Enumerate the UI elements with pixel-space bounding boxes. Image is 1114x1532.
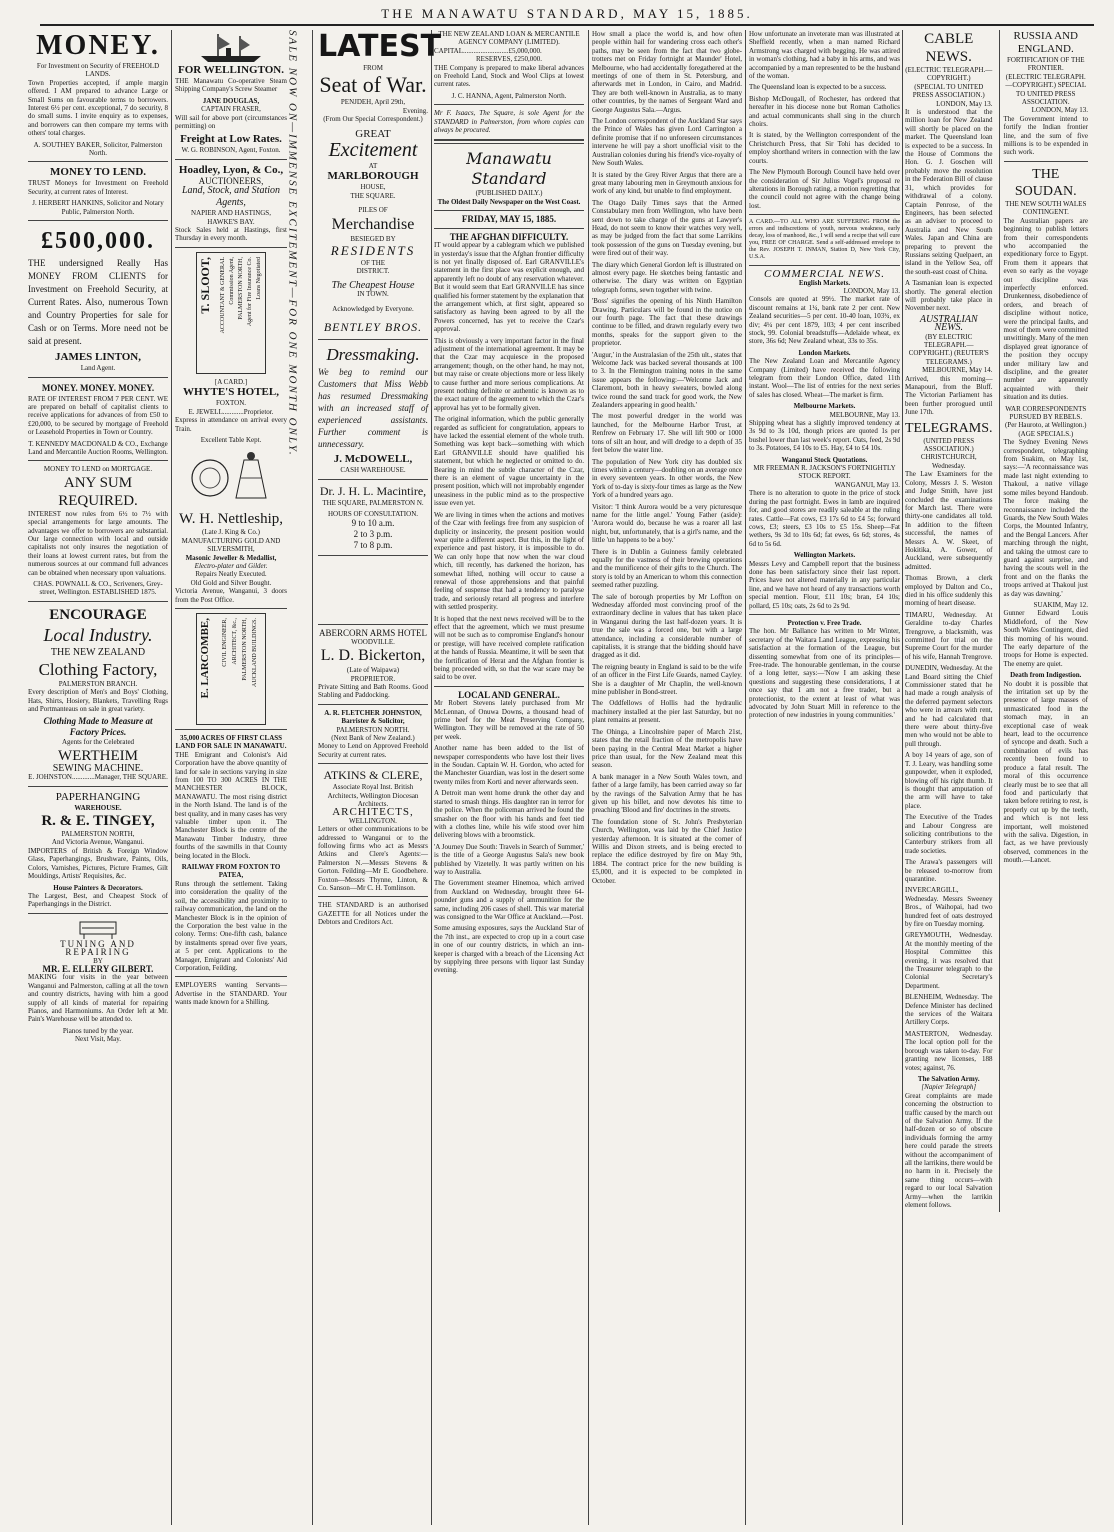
protection-title: Protection v. Free Trade. xyxy=(787,618,862,627)
sloot-card-line: ACCOUNTANT & GENERAL xyxy=(220,256,226,334)
tingey: R. & E. TINGEY, xyxy=(41,813,155,830)
divider xyxy=(318,763,428,764)
local-paragraph: The Government steamer Hinemoa, which arrived from Auckland on Wednesday, brought three 64-pounder guns and a supply of ammunition for the same, including 206 cases of shell. This war material was consigned to the War Office at Auckland.—Post. xyxy=(434,879,584,921)
news-paragraph: The Oddfellows of Hollis had the hydraulic machinery installed at the pier last Saturday, but no plant remains at present. xyxy=(592,699,742,725)
house: HOUSE, xyxy=(360,183,386,192)
column-rule xyxy=(588,30,589,1525)
news-paragraph: Visitor: 'I think Aurora would be a very picturesque name for the little angel.' Young Father (aside): 'Aurora would do, because he was a roarer all last night, but, unfortunately, that is a girl's name, and the little 'un happens to be a boy.' xyxy=(592,502,742,545)
napier: NAPIER AND HASTINGS, HAWKE'S BAY. xyxy=(191,209,271,226)
news-paragraph: The most powerful dredger in the world was launched, for the Melbourne Harbor Trust, at Renfrew on February 17. She will lift 900 or 1000 tons of silt an hour, and will dredge to a depth of 35 feet below the water line. xyxy=(592,412,742,455)
jewellery-illustration xyxy=(186,448,276,506)
hours-item: 7 to 8 p.m. xyxy=(353,540,393,551)
divider xyxy=(175,247,287,248)
sewing-machine: SEWING MACHINE. xyxy=(52,762,144,774)
column-6 xyxy=(749,30,900,1525)
manufacturing: MANUFACTURING GOLD AND SILVERSMITH, xyxy=(181,536,281,554)
telegram-item: The Executive of the Trades and Labour Congress are soliciting contributions to the Canterbury strikers from all trade societies. xyxy=(905,813,993,855)
column-rule xyxy=(171,30,172,1525)
ship-text2: Will sail for above port (circumstances permitting) on xyxy=(175,113,287,131)
soudan-sub: THE NEW SOUTH WALES CONTINGENT. xyxy=(1005,199,1087,217)
in-town: IN TOWN. xyxy=(357,290,389,299)
ship-text: THE Manawatu Co-operative Steam Shipping Company's Screw Steamer xyxy=(175,77,287,94)
news-paragraph: The London correspondent of the Auckland Star says the Prince of Wales has given Lord Carrington a definite promise that if no unforeseen circumstances intervene he will pay a short unofficial visit to the Australian colonies during his friend's vice-royalty of New South Wales. xyxy=(592,117,742,168)
sloot-card-line: Loans Negotiated xyxy=(256,256,262,300)
linton-sig: JAMES LINTON, xyxy=(55,351,141,364)
column-rule xyxy=(902,30,903,1525)
excitement: Excitement xyxy=(328,139,418,162)
telegram-item: A boy 14 years of age, son of T. J. Leary, was handling some gunpowder, when it exploded, blowing off his right thumb. It is thought that amputation of the arm will have to take place. xyxy=(905,751,993,810)
jewell: E. JEWELL............Proprietor. xyxy=(188,407,274,416)
stock-sales: Stock Sales held at Hastings, first Thursday in every month. xyxy=(175,226,287,243)
editorial-paragraph: It is hoped that the next news received will be to the effect that the agreement, which we must presume will not be such as to compromise England's honour or prestige, will have received complete ratification at the hands of Russia. Meantime, it will be seen that the fortification of Herat and the Afghan frontier is being proceeded with, so that the war scare may be said to be over. xyxy=(434,614,584,682)
tel-sub: (UNITED PRESS ASSOCIATION.) xyxy=(923,436,975,454)
divider xyxy=(175,976,287,977)
melbourne-markets: Melbourne Markets. xyxy=(793,402,856,411)
london-text: The New Zealand Loan and Mercantile Agency Company (Limited) have received the following telegram from their London Office, dated 11th instant. Wool—The list of entries for the next series of sales has closed. Wheat—The market is firm. xyxy=(749,357,900,399)
oldest: The Oldest Daily Newspaper on the West Coast. xyxy=(437,197,581,206)
nettleship-late: (Late J. King & Co.) xyxy=(202,528,260,537)
table-kept: Excellent Table Kept. xyxy=(200,435,262,444)
news-paragraph: The New Plymouth Borough Council have held over the consideration of Sir Julius Vogel's proposal re alterations in Borough rating, a motion regretting that the council could not agree with the change being lost. xyxy=(749,168,900,210)
divider xyxy=(1004,161,1089,162)
divider xyxy=(28,913,168,914)
evening: Evening. xyxy=(402,106,428,115)
wellington-markets: Wellington Markets. xyxy=(793,551,856,560)
palmerston: PALMERSTON NORTH. xyxy=(336,725,410,734)
card-ad: A CARD.—TO ALL WHO ARE SUFFERING FROM the errors and indiscretions of youth, nervous weakness, early decay, loss of manhood, &c., I will send a recipe that will cure you, FREE OF CHARGE. Send a self-addressed envelope to the Rev. JOSEPH T. INMAN, Station D, New York City, U.S.A. xyxy=(749,219,900,261)
news-paragraph: It is stated by the Grey River Argus that there are a great many labouring men in Greymouth anxious for work of any kind, but unable to find employment. xyxy=(592,170,742,196)
tingey-place2: And Victoria Avenue, Wanganui. xyxy=(51,838,145,847)
pianos: Pianos tuned by the year. xyxy=(62,1026,134,1035)
column-rule xyxy=(312,30,313,1525)
money3-title: MONEY. MONEY. MONEY. xyxy=(41,382,155,393)
employers: EMPLOYERS wanting Servants—Advertise in the STANDARD. Your wants made known for a Shilling. xyxy=(175,981,287,1007)
cable-date: LONDON, May 13. xyxy=(936,99,993,108)
linton-role: Land Agent. xyxy=(80,364,116,373)
foxton: FOXTON. xyxy=(215,399,246,408)
column-rule xyxy=(431,30,432,1525)
soudan-text: The Australian papers are beginning to publish letters from their correspondents who accompanied the expeditionary force to Egypt. From them it appears that even so early as the voyage out discipline was imperfectly enforced. Drunkenness, disobedience of orders, and breach of discipline without notice, were the principal faults, and most of them were committed unwittingly. Many of the men displayed great ignorance of the position they occupy under military law and discipline, and the greater number are apparently acquainted with their situation and its duties. xyxy=(1003,216,1088,402)
acres-text2: Runs through the settlement. Taking into consideration the quality of the soil, the accessibility and proximity to railway communication, the land on the Manchester Block is in the opinion of the Corporation the best value in the colony. Terms: One-fifth cash, balance by instalments spread over five years, at 5 per cent. Applications to the Manager, Emigrant and Colonists' Aid Corporation, Feilding. xyxy=(175,879,287,972)
divider xyxy=(318,624,428,625)
telegram-item: MASTERTON, Wednesday. The local option poll for the borough was taken to-day. For granting new licenses, 188 votes; against, 76. xyxy=(905,1029,993,1072)
ship-name: JANE DOUGLAS, xyxy=(202,96,260,105)
cable-sub2: (SPECIAL TO UNITED PRESS ASSOCIATION.) xyxy=(912,82,985,100)
divider xyxy=(434,210,584,211)
sloot-card-name: T. SLOOT, xyxy=(198,256,212,314)
district: DISTRICT. xyxy=(356,267,390,276)
larcombe-card-line: CIVIL ENGINEER, xyxy=(222,617,228,667)
capital: CAPITAL..........................£5,000,000. xyxy=(434,46,542,55)
piano-illustration xyxy=(78,918,118,940)
editorial-paragraph: IT would appear by a cablegram which we published in yesterday's issue that the Afghan frontier difficulty is not yet finally disposed of. Earl GRANVILLE's statement in the first place was explicit enough, and apparently left no doubt of any reservation whatever. But it would seem that Earl GRANVILLE has since qualified his former statement by the explanation that the arrangement which, at first sight, appeared so satisfactory as having been agreed to by all the Powers concerned, has yet to receive the Czar's approval. xyxy=(434,241,584,334)
telegram-item: The Arawa's passengers will be released to-morrow from quarantine. xyxy=(905,858,993,883)
news-paragraph: 'Boss' signifies the opening of his Ninth Hamilton Drawing. Particulars will be found in the notice on our fourth page. The fact that these drawings continue to be filled, and drawn regularly every two months, speaks for the support given to the proprietor. xyxy=(592,297,742,348)
wertheim: WERTHEIM xyxy=(58,747,138,764)
for-wellington: FOR WELLINGTON. xyxy=(178,64,284,76)
tingey-text: IMPORTERS of British & Foreign Window Glass, Paperhangings, Brushware, Paints, Oils, Colors, Varnishes, Pictures, Picture Frames, Gilt Mouldings, Artists' Requisites, &c. xyxy=(28,846,168,881)
divider xyxy=(318,896,428,897)
repairs: Repairs Neatly Executed. xyxy=(195,570,267,579)
old-gold: Old Gold and Silver Bought. xyxy=(190,578,272,587)
fletcher-johnston: A. R. FLETCHER JOHNSTON, xyxy=(324,708,422,717)
abercorn: ABERCORN ARMS HOTEL xyxy=(318,628,427,639)
latest: LATEST xyxy=(318,29,442,64)
hotel-card-space xyxy=(318,560,428,620)
divider xyxy=(28,161,168,162)
war-sub: (Per Hauroto, at Wellington.) (AGE SPECIALS.) xyxy=(1004,421,1087,438)
war-correspondents: WAR CORRESPONDENTS PURSUED BY REBELS. xyxy=(1005,404,1087,422)
commercial-news: COMMERCIAL NEWS. xyxy=(764,268,885,281)
date: FRIDAY, MAY 15, 1885. xyxy=(461,214,557,225)
col7-top xyxy=(905,30,1088,1212)
vertical-banner-1 xyxy=(288,30,304,1525)
divider xyxy=(175,608,287,609)
encourage: ENCOURAGE xyxy=(49,606,147,623)
residents: RESIDENTS xyxy=(330,243,416,259)
telegram-item: DUNEDIN, Wednesday. At the Land Board sitting the Chief Commissioner stated that he had made a rough analysis of the deferred payment selectors who were in arrears with rent, and he had calculated that there were about thirty-five men who would not be able to pull through. xyxy=(905,664,993,748)
next-bank: (Next Bank of New Zealand.) xyxy=(331,733,415,742)
col7-right xyxy=(999,30,1089,1212)
money-lend: Money to Lend on Approved Freehold Security at current rates. xyxy=(318,742,428,759)
wanganui-date: WANGANUI, May 13. xyxy=(834,480,900,489)
wanganui-stock: Wanganui Stock Quotations. xyxy=(781,455,868,464)
atkins: ATKINS & CLERE, xyxy=(323,768,423,783)
suakim-date: SUAKIM, May 12. xyxy=(1033,600,1088,609)
warehouse: WAREHOUSE. xyxy=(74,803,122,812)
editorial-title: THE AFGHAN DIFFICULTY. xyxy=(449,231,569,242)
salvation-sub: [Napier Telegraph] xyxy=(921,1083,977,1092)
melbourne-date: MELBOURNE, May 13. xyxy=(829,410,900,419)
freight: Freight at Low Rates. xyxy=(180,133,282,146)
telegram-item: The Law Examiners for the Colony, Messrs J. S. Weston and Judge Smith, have just concluded the examinations for March last. There were thirty-one candidates all told. In addition to the fifteen successful, the names of Messrs A. W. Skeet, of Hokitika, A. Gower, of Auckland, were subsequently admitted. xyxy=(905,470,993,571)
news-paragraph: The Ohinga, a Lincolnshire paper of March 21st, states that the retail fraction of the metropolis have been paying in the Central Meat Market a higher price than usual, for the New Zealand meat this season. xyxy=(592,727,742,770)
divider xyxy=(749,614,900,615)
larcombe-card-line: ARCHITECT, &c., xyxy=(232,617,238,665)
standard-gazette: THE STANDARD is an authorised GAZETTE for all Notices under the Debtors and Creditors Act. xyxy=(318,901,428,927)
local-paragraph: Mr Robert Stevens lately purchased from Mr McLennan, of Onuwa Downs, a thousand head of prime beef for the Meat Preserving Company, Wellington. They will be removed at the rate of 50 per week. xyxy=(434,699,584,741)
reserves: RESERVES, £250,000. xyxy=(476,55,542,64)
telegram-item: BLENHEIM, Wednesday. The Defence Minister has declined the services of the Waitara Artillery Corps. xyxy=(905,993,993,1027)
divider xyxy=(434,228,584,229)
fort-date: LONDON, May 13. xyxy=(1031,106,1088,115)
cable-text: It is understood that the million loan for New Zealand will shortly be placed on the market. The Queensland loan is expected to be a success. In the House of Commons the Hon. G. J. Goschen will probably move the resolution in the Federation Bill of clause 31, which provides for withdrawal of a colony. Captain Penrose, of the Engineers, has been selected as an adviser to proceed to Australia and New South Wales. Japan and China are preparing to prevent the Russians seizing Quelpaert, an island in the Yellow Sea, off the south-east coast of China. xyxy=(905,108,993,276)
divider xyxy=(434,104,584,105)
cheapest: The Cheapest House xyxy=(331,279,415,291)
seat-of-war: Seat of War. xyxy=(319,72,427,98)
any-text: INTEREST now rules from 6½ to 7½ with special arrangements for large amounts. The advantages we offer to borrowers are substantial. Our large connection with local and outside capitalists not only insures the negotiation of their loans at lowest current rates, but from the numerous sources at our command full advances can be obtained when necessary upon valuations. xyxy=(28,509,168,577)
divider xyxy=(318,555,428,556)
cable-news: CABLE NEWS. xyxy=(924,31,974,65)
editorial-paragraph: The original information, which the public generally regarded as sufficient for congratulation, appears to have lacked the essential element of the whole truth. Something was kept back—something with which Earl GRANVILLE should have qualified his statement, but which he neglected or omitted to do. Bearing in mind the subtle character of the Czar, there is an element of vague uncertainty in the present position, which will not improbably engender uneasiness in the public mind as to the prospective issue even yet. xyxy=(434,415,584,508)
bickerton: L. D. Bickerton, xyxy=(320,647,426,665)
telegram-item: GREYMOUTH, Wednesday. At the monthly meeting of the Hospital Committee this evening, it was resolved that the Treasurer telegraph to the Colonial Secretary's Department. xyxy=(905,931,993,990)
house-painters: House Painters & Decorators. xyxy=(53,883,143,892)
architects: ARCHITECTS, xyxy=(332,806,414,819)
by: BY xyxy=(93,956,103,965)
australian-news: AUSTRALIAN NEWS. xyxy=(919,313,978,334)
lend-title: MONEY TO LEND. xyxy=(49,166,147,179)
local-title: LOCAL AND GENERAL. xyxy=(458,689,560,700)
hours-item: 9 to 10 a.m. xyxy=(351,518,395,529)
salvation-title: The Salvation Army. xyxy=(917,1074,980,1083)
branch: PALMERSTON BRANCH. xyxy=(58,679,138,688)
great: GREAT xyxy=(355,127,391,140)
money3-sig: T. KENNEDY MACDONALD & CO., Exchange Land and Mercantile Auction Rooms, Wellington. xyxy=(28,439,168,456)
paper-title: Manawatu Standard xyxy=(466,149,552,189)
fortification: FORTIFICATION OF THE FRONTIER. xyxy=(1006,56,1085,73)
local-industry: Local Industry. xyxy=(43,624,153,645)
factory-text: Every description of Men's and Boys' Clothing, Hats, Shirts, Hosiery, Blankets, Travelling Rugs and Portmanteaus on sale in great variety. xyxy=(28,688,168,714)
merchandise: Merchandise xyxy=(331,215,415,233)
railway: RAILWAY FROM FOXTON TO PATEA, xyxy=(181,863,281,880)
waipawa: (Late of Waipawa) xyxy=(346,666,400,675)
hours-item: 2 to 3 p.m. xyxy=(353,529,393,540)
fort-text: The Government intend to fortify the Indian frontier line, and the sum of five millions is to be expended in such work. xyxy=(1003,114,1088,157)
divider xyxy=(318,339,428,340)
news-paragraph: The population of New York city has doubled six times within a century—doubling on an average once in every seventeen years. In other words, the New York of to-day is sixty-four times as large as the New York of a hundred years ago. xyxy=(592,457,742,500)
pendjeh: PENJDEH, April 29th, xyxy=(340,98,406,107)
london-date: LONDON, May 13. xyxy=(843,286,900,295)
money-sub: For Investment on Security of FREEHOLD LANDS. xyxy=(36,62,160,79)
divider xyxy=(28,377,168,378)
dressmaking: Dressmaking. xyxy=(326,345,420,365)
captain: CAPTAIN FRASER, xyxy=(201,105,261,114)
news-paragraph: The sale of borough properties by Mr Loffton on Wednesday afforded most convincing proof of the extraordinary decline in values that has taken place in Wanganui during the last half-dozen years. It is true the sale was a forced one, but with a large attendance, including a considerable number of capitalists, it is strange that the bidding should have dragged as it did. xyxy=(592,592,742,660)
macintire-place: THE SQUARE, PALMERSTON N. xyxy=(322,498,424,507)
besieged: BESIEGED BY xyxy=(350,234,396,243)
news-paragraph: It is stated, by the Wellington correspondent of the Christchurch Press, that Sir Tohi has decided to employ shorthand writers in connection with the law courts. xyxy=(749,131,900,165)
divider xyxy=(318,704,428,705)
telegram-item: INVERCARGILL, Wednesday. Messrs Sweeney Bros., of Waihopai, had two hundred feet of oats destroyed by fire on Tuesday morning. xyxy=(905,886,993,928)
ship-illustration xyxy=(196,30,266,64)
any-sig: CHAS. POWNALL & CO., Scriveners, Grey-street, Wellington. ESTABLISHED 1875. xyxy=(33,580,163,597)
column-1 xyxy=(28,30,168,1525)
acres-title: 35,000 ACRES OF FIRST CLASS LAND FOR SALE IN MANAWATU. xyxy=(175,733,287,751)
news-paragraph: A bank manager in a New South Wales town, and father of a large family, has been carried away so far by the ravings of the Salvation Army that he has given up his billet, and now devotes his time to preaching 'Blood and fire' doctrines in the streets. xyxy=(592,772,742,815)
death-title: Death from Indigestion. xyxy=(1010,671,1082,680)
robinson: W. G. ROBINSON, Agent, Foxton. xyxy=(181,146,281,155)
bath-rooms: Private Sitting and Bath Rooms. Good Stabling and Paddocking. xyxy=(318,682,428,700)
money-title: MONEY. xyxy=(36,30,160,61)
nettleship: W. H. Nettleship, xyxy=(178,511,284,528)
money3-text: RATE OF INTEREST FROM 7 PER CENT. WE are prepared on behalf of capitalist clients to receive applications for advances of from £50 to £20,000, to be secured by mortgage of Freehold or Leasehold Properties in Town or Country. xyxy=(28,394,168,437)
divider xyxy=(28,601,168,602)
woodville: WOODVILLE. xyxy=(351,637,395,646)
tingey-place: PALMERSTON NORTH, xyxy=(61,830,135,839)
atkins-text: Letters or other communications to be addressed to Wanganui or to the following firms who act as Messrs Atkins and Clere's Agents:— Palmerston N.—Messrs Stevens & Gorton. Feilding—Mr E. Goodbehere. Foxton—Messrs Thynne, Linton, & Co. Sanson—Mr C. H. Tomlinson. xyxy=(318,825,428,893)
sale-banner: SALE NOW ON—IMMENSE EXCITEMENT—FOR ONE MONTH ONLY. xyxy=(286,30,299,457)
news-paragraph: How small a place the world is, and how often people within hail for wandering cross each other's paths, may be seen from the fact that two globe-trotters met on Friday fortnight at Maunder' Hotel, Melbourne, who had accidentally foregathered at the meetings of one of them in St. Petersburg, and afterwards met in London, in Cairo, and Madrid. They are both well-known in Australia, as to many other countries, by the names of Sergeant Ward and George Augustus Sala.—Argus. xyxy=(592,30,742,114)
money-sig: A. SOUTHEY BAKER, Solicitor, Palmerston North. xyxy=(33,140,163,158)
col7-left xyxy=(905,30,993,1212)
london-markets: London Markets. xyxy=(798,348,851,357)
largest: The Largest, Best, and Cheapest Stock of Paperhangings in the District. xyxy=(28,891,168,909)
barrister: Barrister & Solicitor, xyxy=(341,717,405,726)
acknowledged: Acknowledged by Everyone. xyxy=(332,304,414,313)
divider xyxy=(749,214,900,215)
atkins-sub: Associate Royal Inst. British Architects, Wellington Diocesan Architects. xyxy=(327,783,419,808)
aust-sub: (BY ELECTRIC TELEGRAPH.—COPYRIGHT.) (REUTER'S TELEGRAMS.) xyxy=(908,332,989,366)
larcombe-card-line: AUCKLAND BUILDINGS. xyxy=(252,617,258,687)
agents-label: Agents, xyxy=(216,197,246,209)
telegram-item: Thomas Brown, a clerk employed by Dalton and Co., died in his office suddenly this morning of heart disease. xyxy=(905,574,993,608)
of-the: OF THE xyxy=(360,259,386,268)
linton-text: THE undersigned Really Has MONEY FROM CLIENTS for Investment on Freehold Security, at Current Rates. Also, numerous Town and Country Properties for sale for Cash or on Terms. More need not be said at present. xyxy=(28,258,168,347)
from: FROM xyxy=(363,64,383,72)
at: AT xyxy=(368,162,378,171)
news-paragraph: How unfortunate an inveterate man was illustrated at Sheffield recently, when a man named Richard Armstrong was charged with begging. He was attired in woman's clothing, had a baby in his arms, and was accompanied by a man represented to be the husband of the woman. xyxy=(749,30,900,81)
next-visit: Next Visit, May. xyxy=(74,1035,122,1044)
war-text: The Sydney Evening News correspondent, telegraphing from Suakim, on May 1st, says:—'A reconnaissance was made last night extending to Thakoul, a native village some miles beyond Handoub. The force making the reconnaissance included the Guards, the New South Wales Corps, the Mounted Infantry, and the Bengal Lancers. After marching through the night, and taking the utmost care to guard against surprise, and having the scouts well in the front and on the flanks the troops arrived at Thakoul just as day was dawning.' xyxy=(1003,438,1088,598)
local-paragraph: Some amusing exposures, says the Auckland Star of the 7th inst., are expected to crop up in a court case in one of our country districts, in which an inn-keeper is charged with a breach of the Licensing Act by supplying three persons with liquor last Sunday evening. xyxy=(434,924,584,975)
tuning: TUNING AND REPAIRING xyxy=(60,938,136,958)
published-daily: (PUBLISHED DAILY.) xyxy=(475,189,543,198)
hours-title: HOURS OF CONSULTATION. xyxy=(328,509,418,518)
gilbert-text: MAKING four visits in the year between Wanganui and Palmerston, calling at all the town and country districts, having with him a good supply of all kinds of material for repairing Pianos, and Harmoniums. An Order left at Mr. Pain's Warehouse will be attended to. xyxy=(28,973,168,1024)
marlborough: MARLBOROUGH xyxy=(327,170,419,183)
divider xyxy=(175,159,287,160)
wanganui-sub: MR FREEMAN R. JACKSON'S FORTNIGHTLY STOCK REPORT. xyxy=(753,464,896,481)
mcdowell: J. McDOWELL, xyxy=(333,453,413,466)
news-paragraph: The diary which General Gordon left is illustrated on almost every page. He sketches being fantastic and otherwise. The diary was written on Egyptian telegraph forms, sewn together with twine. xyxy=(592,260,742,294)
card-label: [A CARD.] xyxy=(214,377,248,386)
clothing-factory: Clothing Factory, xyxy=(38,659,158,679)
divider xyxy=(434,139,584,144)
lend-text: TRUST Moneys for Investment on Freehold Security, at current rates of Interest. xyxy=(28,179,168,196)
melbourne-text: Shipping wheat has a slightly improved tendency at 3s 9d to 3s 10d, though prices are quoted 1s per bushel lower than last week's report. Oats, feed, 2s 9d to 3s. Potatoes, £4 10s to £5. Hay, £4 to £4 10s. xyxy=(749,419,900,453)
death-text: No doubt it is possible that the irritation set up by the presence of large masses of unmasticated food in the stomach may, in an exceptional case of weak heart, lead to the occurrence of syncope and death. Such a combination of evils has recently been found to produce a fatal result. The moral of this occurrence clearly must be to see that all food and particularly that taken before retiring to rest, is properly cut up by the teeth, and which is not less important, well moistened with the saliva. Digestion, in fact, as we have previously observed, commences in the mouth.—Lancet. xyxy=(1003,679,1088,865)
news-paragraph: The foundation stone of St. John's Presbyterian Church, Wellington, was laid by the Chief Justice yesterday afternoon. It is situated at the corner of Willis and Dixon streets, and is being erected to replace the edifice destroyed by fire on May 9th, 1884. The contract price for the new building is £5,000, and it is expected to be completed in October. xyxy=(592,817,742,885)
russia-england: RUSSIA AND ENGLAND. xyxy=(1013,30,1078,55)
column-5 xyxy=(592,30,742,1525)
column-3 xyxy=(318,29,442,1525)
cable-text2: A Tasmanian loan is expected shortly. The general election will probably take place in November next. xyxy=(905,279,993,313)
column-7 xyxy=(905,30,1088,1525)
wanganui-text: There is no alteration to quote in the price of stock during the past fortnight. Ewes in lamb are inquired for, and good stores are readily saleable at the ruling rates. Cattle—Fat cows, £3 17s 6d to £4 5s; forward cows, £3; steers, £3 10s to £5 15s. Sheep—Fat wethers, 9s 3d to 10s 6d; fat ewes, 6s 6d; stores, 4s 6d to 5s 6d. xyxy=(749,489,900,548)
paperhanging: PAPERHANGING xyxy=(55,790,141,803)
nzloan-text: THE Company is prepared to make liberal advances on Freehold Land, Stock and Wool Clips at lowest current rates. xyxy=(434,63,584,89)
soudan: THE SOUDAN. xyxy=(1014,166,1077,199)
atkins-place: WELLINGTON. xyxy=(349,816,397,825)
wellington-text: Messrs Levy and Campbell report that the business done has been satisfactory since their last report. Prices have not altered materially in any particular line, and we have not heard of any transactions worth special mention. Flour, £11 10s; bran, £4 10s; pollard, £5 10s; oats, 2s 6d to 2s 9d. xyxy=(749,559,900,610)
local-paragraph: 'A Journey Due South: Travels in Search of Summer,' is the title of a George Augustus Sala's new book published by Vizetelly. It was partly written on his way to Australia. xyxy=(434,842,584,876)
local-paragraph: A Detroit man went home drunk the other day and started to smash things. His daughter ran in terror for the police. When the policeman arrived he found the smasher on the floor with his hands and feet tied with a clothes line, while his wife stood over him delivering blows with a broomstick. xyxy=(434,789,584,840)
divider xyxy=(318,479,428,480)
editorial-paragraph: We are living in times when the actions and motives of the Czar with feelings free from any suspicion of duplicity or insincerity, the present position would wear quite a different aspect. But this, in the light of experience and past history, it is impossible to do. We can only hope that now when the war cloud which, till recently, has darkened the horizon, has somewhat lifted, nothing will occur to cause a renewal of those apprehensions and that painful feeling of suspense that had a tendency to paralyse trade, and seriously retard all progress and interfere with settled prosperity. xyxy=(434,510,584,612)
auctioneers: AUCTIONEERS, xyxy=(198,175,264,186)
gilbert: MR. E. ELLERY GILBERT. xyxy=(42,963,154,974)
isaacs: Mr F. Isaacs, The Square, is sole Agent for the STANDARD in Palmerston, from whom copies can always be procured. xyxy=(434,109,584,135)
tel-place: CHRISTCHURCH, Wednesday. xyxy=(920,453,977,470)
news-paragraph: The Queensland loan is expected to be a success. xyxy=(749,83,887,92)
correspondent: (From Our Special Correspondent.) xyxy=(323,115,423,124)
news-paragraph: 'Augur,' in the Australasian of the 25th ult., states that Welcome Jack was backed several thousands at 100 to 3. In the Flemington training notes in the same issue appears the following:—'Welcome Jack and Claremont, both in heavy sweaters, bowled along twice round the sand track for good work, the New Zealanders appearing in good health.' xyxy=(592,350,742,410)
the-square: THE SQUARE. xyxy=(350,191,396,200)
money-text: Town Properties accepted, if ample margin offered. I AM prepared to advance Large or Small Sums on favourable terms to borrowers. Interest 6½ per cent. exceptional, 7 do security, 8 do small sums. I invite enquiry as to expenses, and borrowers can then compare my terms with others' total charges. xyxy=(28,78,168,138)
agents: Agents for the Celebrated xyxy=(61,738,135,747)
cable-sub: (ELECTRIC TELEGRAPH.—COPYRIGHT.) xyxy=(905,66,993,83)
big-sum: £500,000. xyxy=(41,228,155,255)
editorial-paragraph: This is obviously a very important factor in the final adjustment of the international agreement. It may be that the Czar may acquiesce in the proposed arrangement; though, on the other hand, he may not, but may raise or create objections more or less likely to cause further and more serious complications. At present nothing definite or authentic is known as to the exact nature of the agreement to which the Czar's approval has yet to be formally given. xyxy=(434,336,584,412)
sloot-card-line: PALMERSTON NORTH, xyxy=(238,256,244,320)
english-markets: English Markets. xyxy=(798,278,851,287)
larcombe-card-line: PALMERSTON NORTH, xyxy=(242,617,248,681)
divider xyxy=(175,729,287,730)
any-big: ANY SUM REQUIRED. xyxy=(58,474,138,509)
divider xyxy=(28,220,168,221)
victoria: Victoria Avenue, Wanganui, 3 doors from the Post Office. xyxy=(175,587,287,604)
news-paragraph: The reigning beauty in England is said to be the wife of an officer in the First Life Guards, named Cayley. She is a daughter of Mr Chaplin, the well-known mine publisher in Bond-street. xyxy=(592,662,742,697)
macintire: Dr. J. H. L. Macintire, xyxy=(319,483,427,498)
express: Express in attendance on arrival every Train. xyxy=(175,416,287,433)
sloot-card xyxy=(196,252,266,374)
electro: Electro-plater and Gilder. xyxy=(194,561,268,570)
nzloan-sig: J. C. HANNA, Agent, Palmerston North. xyxy=(451,91,567,100)
masthead: THE MANAWATU STANDARD, MAY 15, 1885. xyxy=(40,6,1094,26)
whytes: WHYTE'S HOTEL, xyxy=(183,386,279,399)
cash-warehouse: CASH WAREHOUSE. xyxy=(340,466,406,475)
news-paragraph: Bishop McDougall, of Rochester, has ordered that hereafter in his diocese none but Roman Catholics and actual communicants shall sing in the church choirs. xyxy=(749,94,900,129)
english-text: Consols are quoted at 99½. The market rate of discount remains at 1¼, bank rate 2 per cent. New Zealand securities—5 per cent. 10-40 loan, 103¾, ex div; 4¼ per cent 1879, 103; 4 per cent inscribed stock, 99. Colonial breadstuffs—Adelaide wheat, ex store, 36s 6d; New Zealand wheat, 33s to 35s. xyxy=(749,295,900,346)
fort-sub: (ELECTRIC TELEGRAPH.—COPYRIGHT.) SPECIAL TO UNITED PRESS ASSOCIATION. xyxy=(1005,72,1087,107)
made-to-measure: Clothing Made to Measure at Factory Prices. xyxy=(43,716,153,738)
sloot-card-line: Agent for Fire Insurance Co. xyxy=(247,256,253,327)
divider xyxy=(28,786,168,787)
larcombe-card xyxy=(196,613,266,725)
salvation-text: Great complaints are made concerning the obstruction to traffic caused by the march out of the Salvation Army. If the half-dozen or so of obscure individuals forming the army here could parade the streets without the accompaniment of all the larrikins, there would be no harm in it. Precisely the same thing occurs—with regard to our local Salvation Army—when the larrikin element follows. xyxy=(905,1091,993,1209)
bentley: BENTLEY BROS. xyxy=(323,320,423,335)
column-rule xyxy=(745,30,746,1525)
column-4 xyxy=(434,30,584,1525)
nzloan-title: THE NEW ZEALAND LOAN & MERCANTILE AGENCY COMPANY (LIMITED). xyxy=(438,30,580,47)
divider xyxy=(28,460,168,461)
nz-factory: THE NEW ZEALAND xyxy=(50,646,146,658)
land-stock: Land, Stock, and Station xyxy=(181,185,281,197)
news-paragraph: There is in Dublin a Guinness family celebrated equally for the vastness of their brewing operations and the munificence of their gifts to the Church. The story is told by an American to whom this connection seemed rather puzzling. xyxy=(592,547,742,590)
johnston: E. JOHNSTON.............Manager, THE SQUARE. xyxy=(28,773,168,782)
divider xyxy=(749,265,900,266)
hoadley: Hoadley, Lyon, & Co., xyxy=(178,163,284,176)
telegrams: TELEGRAMS. xyxy=(905,420,993,436)
larcombe-card-name: E. LARCOMBE, xyxy=(199,617,211,699)
dress-text: We beg to remind our Customers that Miss Webb has resumed Dressmaking with an increased staff of experienced assistants. Further comment is unnecessary. xyxy=(318,367,428,450)
divider xyxy=(434,686,584,687)
acres-text: THE Emigrant and Colonist's Aid Corporation have the above quantity of land for sale in sections varying in size from 100 TO 300 ACRES IN THE MANCHESTER BLOCK, MANAWATU. The most rising district in the North Island. The land is of the best quality, and in many cases has very valuable timber upon it. The Manchester Block is the centre of the Manawatu Timber Industry, three fourths of the sawmills in that County being located in the Block. xyxy=(175,750,287,860)
proprietor: PROPRIETOR. xyxy=(350,674,396,683)
any-title: MONEY TO LEND on MORTGAGE. xyxy=(43,465,153,474)
suakim-text: Gunner Edward Louis Middleford, of the New South Wales Contingent, died this morning of his wound. The early departure of the troops for Home is expected. The enemy are quiet. xyxy=(1003,609,1088,668)
lend-sig: J. HERBERT HANKINS, Solicitor and Notary Public, Palmerston North. xyxy=(32,199,164,216)
aust-date: MELBOURNE, May 14. xyxy=(922,366,993,375)
sloot-card-line: Commission Agent, xyxy=(229,256,235,305)
piles: PILES OF xyxy=(358,206,388,215)
local-paragraph: Another name has been added to the list of newspaper correspondents who have lost their lives in the Soudan. Captain W. H. Gordon, who acted for the Manchester Guardian, was lost in the desert some twenty miles from Korti and never afterwards seen. xyxy=(434,744,584,786)
column-2 xyxy=(175,30,287,1525)
aust-text: Arrived, this morning—Manapouri, from the Bluff. The Victorian Parliament has been further prorogued until June 17th. xyxy=(905,374,993,417)
masonic: Masonic Jeweller & Medallist, xyxy=(185,553,277,562)
telegram-item: TIMARU, Wednesday. At Geraldine to-day Charles Trengrove, a blacksmith, was committed for trial on the Supreme Court for the murder of his wife, Hannah Trengrove. xyxy=(905,610,993,661)
news-paragraph: The Otago Daily Times says that the Armed Constabulary men from Wellington, who have been sent down to take charge of the guns at Lawyer's Head, do not seem to know their watches very well, as may be judged from the fact that some Larrikins took possession of the guns on Tuesday evening, but were fired out of their way. xyxy=(592,198,742,258)
protection-text: The hon. Mr Ballance has written to Mr Winter, secretary of the Waitara Land League, expressing his satisfaction at the formation of the League, but dissenting somewhat from one of its principles—Free-trade. The honourable gentleman, in the course of a long letter, says:—'Now I am asking these questions and suggesting these considerations, I at once say that I am not a free trader, but a protectionist, to the extent at least of what was advocated by John Stuart Mill in reference to the protection of new industries in young communities.' xyxy=(749,627,900,720)
